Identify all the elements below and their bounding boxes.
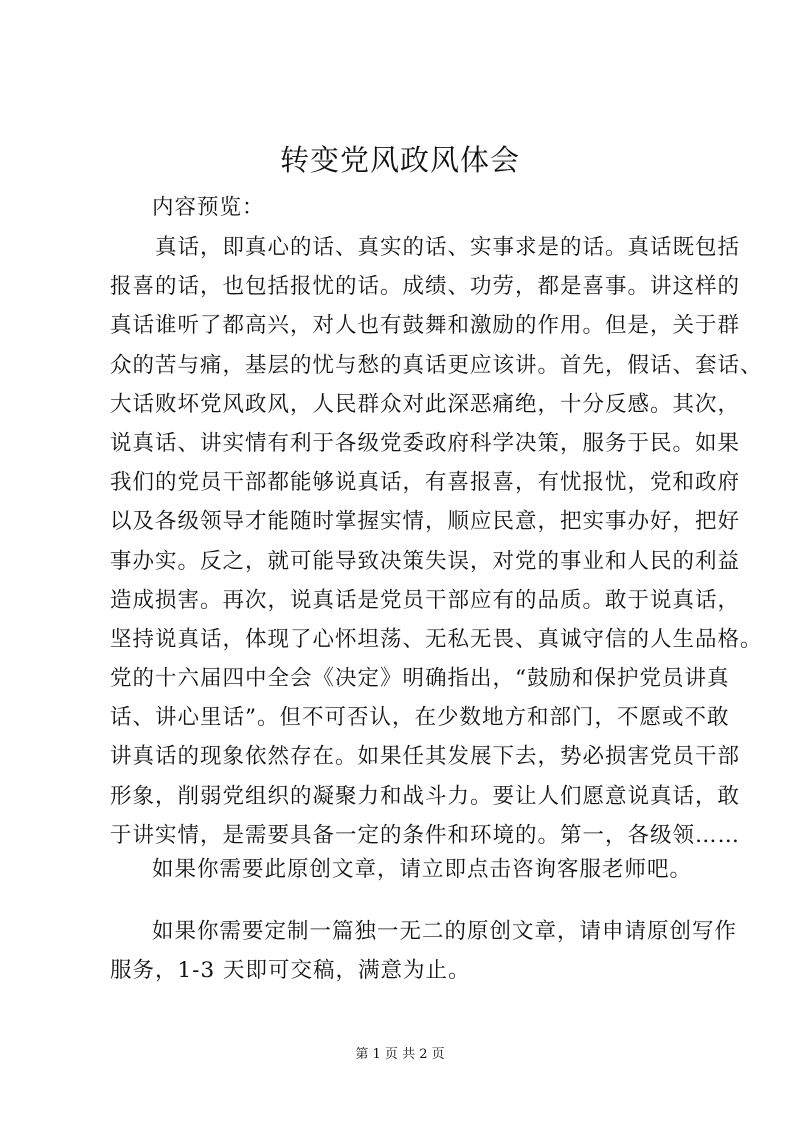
service-ad-line	[110, 852, 716, 888]
preview-label-text: 内容预览：	[152, 195, 265, 220]
paragraph-line: 于讲实情，是需要具备一定的条件和环境的。第一，各级领……	[110, 822, 741, 848]
paragraph-line: 真话谁听了都高兴，对人也有鼓舞和激励的作用。但是，关于群	[110, 313, 741, 339]
page-footer: 第 1 页 共 2 页	[355, 1047, 445, 1062]
paragraph-line: 大话败坏党风政风，人民群众对此深恶痛绝，十分反感。其次，	[110, 391, 741, 417]
paragraph-line: 我们的党员干部都能够说真话，有喜报喜，有忧报忧，党和政府	[110, 470, 741, 496]
paragraph-line: 说真话、讲实情有利于各级党委政府科学决策，服务于民。如果	[110, 430, 741, 456]
custom-writing-ad	[110, 912, 738, 990]
preview-label	[110, 190, 716, 226]
ad-line	[110, 912, 738, 951]
ad-line-text: 如果你需要定制一篇独一无二的原创文章，请申请原创写作	[152, 919, 738, 944]
paragraph-line: 话、讲心里话”。但不可否认，在少数地方和部门，不愿或不敢	[110, 705, 730, 731]
paragraph-line: 真话，即真心的话、真实的话、实事求是的话。真话既包括	[110, 235, 741, 260]
service-ad-text: 如果你需要此原创文章，请立即点击咨询客服老师吧。	[152, 857, 693, 882]
paragraph-line: 众的苦与痛，基层的忧与愁的真话更应该讲。首先，假话、套话、	[110, 352, 763, 378]
paragraph-line: 事办实。反之，就可能导致决策失误，对党的事业和人民的利益	[110, 548, 741, 574]
paragraph-line: 以及各级领导才能随时掌握实情，顺应民意，把实事办好，把好	[110, 509, 741, 535]
paragraph-line: 形象，削弱党组织的凝聚力和战斗力。要让人们愿意说真话，敢	[110, 783, 741, 809]
paragraph-line: 坚持说真话，体现了心怀坦荡、无私无畏、真诚守信的人生品格。	[110, 626, 763, 652]
ad-line: 服务，1-3 天即可交稿，满意为止。	[110, 958, 471, 984]
paragraph-line: 造成损害。再次，说真话是党员干部应有的品质。敢于说真话，	[110, 587, 741, 613]
document-title: 转变党风政风体会	[279, 143, 520, 177]
paragraph-line: 报喜的话，也包括报忧的话。成绩、功劳，都是喜事。讲这样的	[110, 274, 741, 300]
main-paragraph	[110, 228, 763, 855]
paragraph-line: 党的十六届四中全会《决定》明确指出，“鼓励和保护党员讲真	[110, 666, 730, 692]
paragraph-line: 讲真话的现象依然存在。如果任其发展下去，势必损害党员干部	[110, 744, 741, 770]
